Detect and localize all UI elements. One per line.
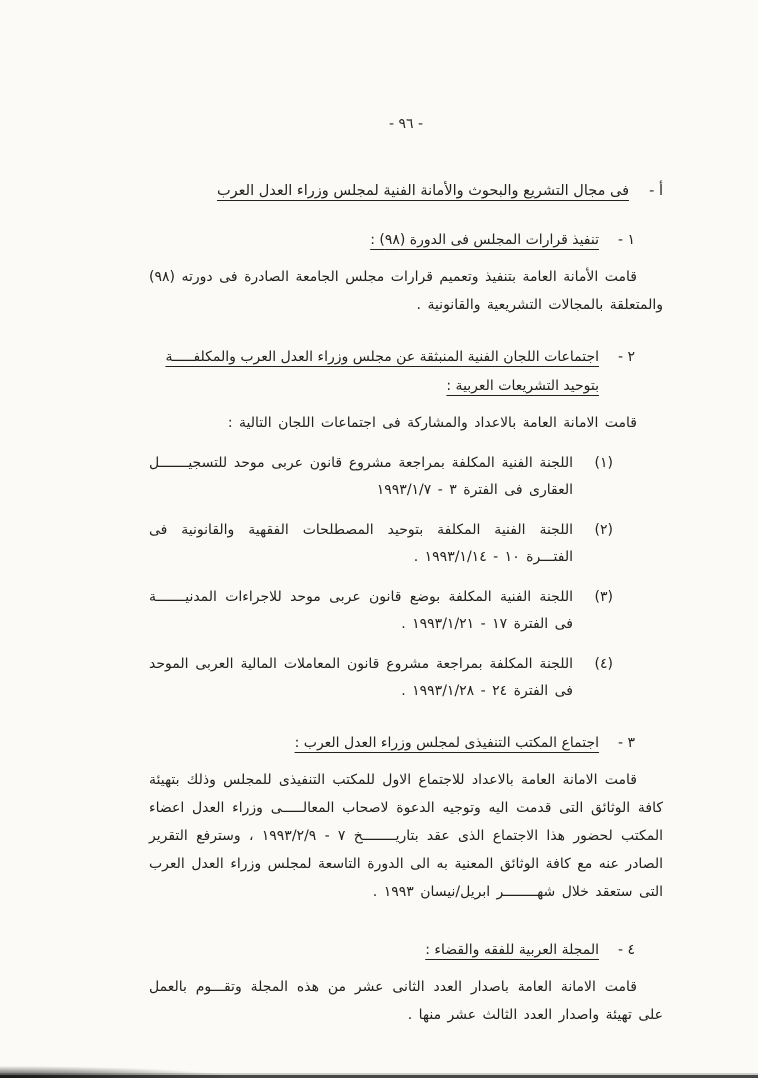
item-1-title: تنفيذ قرارات المجلس فى الدورة (٩٨) :	[370, 232, 599, 248]
sub-item-2-marker: (٢)	[594, 522, 613, 538]
sub-item-2-text: اللجنة الفنية المكلفة بتوحيد المصطلحات الفقهية والقانونية فى الفتـــرة ١٠ - ١٩٩٣/١/١٤ .	[149, 522, 573, 565]
list-item-1	[149, 226, 663, 319]
sub-item-1-text: اللجنة الفنية المكلفة بمراجعة مشروع قانون عربى موحد للتسجيـــــــل العقارى فى الفترة ٣ - ١٩٩٣/١/٧	[149, 455, 573, 498]
item-3-body: قامت الامانة العامة بالاعداد للاجتماع الاول للمكتب التنفيذى للمجلس وذلك بتهيئة كافة الوثائق التى قدمت اليه وتوجيه الدعوة لاصحاب المعالـــــى وزراء العدل اعضاء المكتب لحضور هذا الاجتماع الذى عقد بتاريــــــــخ ٧ - ١٩٩٣/٢/٩ ، وسترفع التقرير الصادر عنه مع كافة الوثائق المعنية به الى الدورة التاسعة لمجلس وزراء العدل العرب التى ستعقد خلال شهــــــــر ابريل/نيسان ١٩٩٣ .	[149, 772, 663, 900]
sub-item-3	[149, 584, 663, 638]
sub-item-4-text: اللجنة المكلفة بمراجعة مشروع قانون المعاملات المالية العربى الموحد فى الفترة ٢٤ - ١٩٩٣/١/٢٨ .	[149, 656, 573, 699]
item-4-head	[149, 936, 663, 965]
sub-item-4	[149, 651, 663, 705]
item-4-body: قامت الامانة العامة باصدار العدد الثانى عشر من هذه المجلة وتقـــوم بالعمل على تهيئة واصدار العدد الثالث عشر منها .	[149, 979, 663, 1023]
item-2-title: اجتماعات اللجان الفنية المنبثقة عن مجلس وزراء العدل العرب والمكلفـــــة بتوحيد التشريعات العربية :	[165, 349, 599, 394]
item-4-title: المجلة العربية للفقه والقضاء :	[425, 942, 599, 958]
sub-item-1	[149, 450, 663, 504]
list-item-2	[149, 343, 663, 705]
item-2-marker: ٢ -	[617, 349, 635, 365]
item-3-title: اجتماع المكتب التنفيذى لمجلس وزراء العدل العرب :	[294, 735, 599, 751]
sub-item-3-text: اللجنة الفنية المكلفة بوضع قانون عربى موحد للاجراءات المدنيـــــــة فى الفترة ١٧ - ١٩٩٣/١/٢١ .	[149, 589, 573, 632]
sub-item-4-marker: (٤)	[594, 656, 613, 672]
item-4-marker: ٤ -	[617, 942, 635, 958]
page-number: - ٩٦ -	[388, 116, 424, 132]
list-item-3	[149, 729, 663, 906]
item-2-head	[149, 343, 663, 401]
section-marker: أ -	[649, 183, 663, 199]
sub-item-3-marker: (٣)	[594, 589, 613, 605]
sub-item-1-marker: (١)	[594, 455, 613, 471]
item-3-marker: ٣ -	[617, 735, 635, 751]
item-3-head	[149, 729, 663, 758]
scan-corner-shadow	[0, 1066, 230, 1078]
item-2-intro: قامت الامانة العامة بالاعداد والمشاركة فى اجتماعات اللجان التالية :	[227, 415, 637, 431]
sub-item-2	[149, 517, 663, 571]
section-title: فى مجال التشريع والبحوث والأمانة الفنية لمجلس وزراء العدل العرب	[217, 183, 629, 199]
section-heading	[149, 178, 663, 204]
item-1-body: قامت الأمانة العامة بتنفيذ وتعميم قرارات مجلس الجامعة الصادرة فى دورته (٩٨) والمتعلقة بالمجالات التشريعية والقانونية .	[149, 269, 663, 313]
item-1-head	[149, 226, 663, 255]
item-1-marker: ١ -	[617, 232, 635, 248]
page-content	[149, 0, 663, 1029]
list-item-4	[149, 936, 663, 1029]
